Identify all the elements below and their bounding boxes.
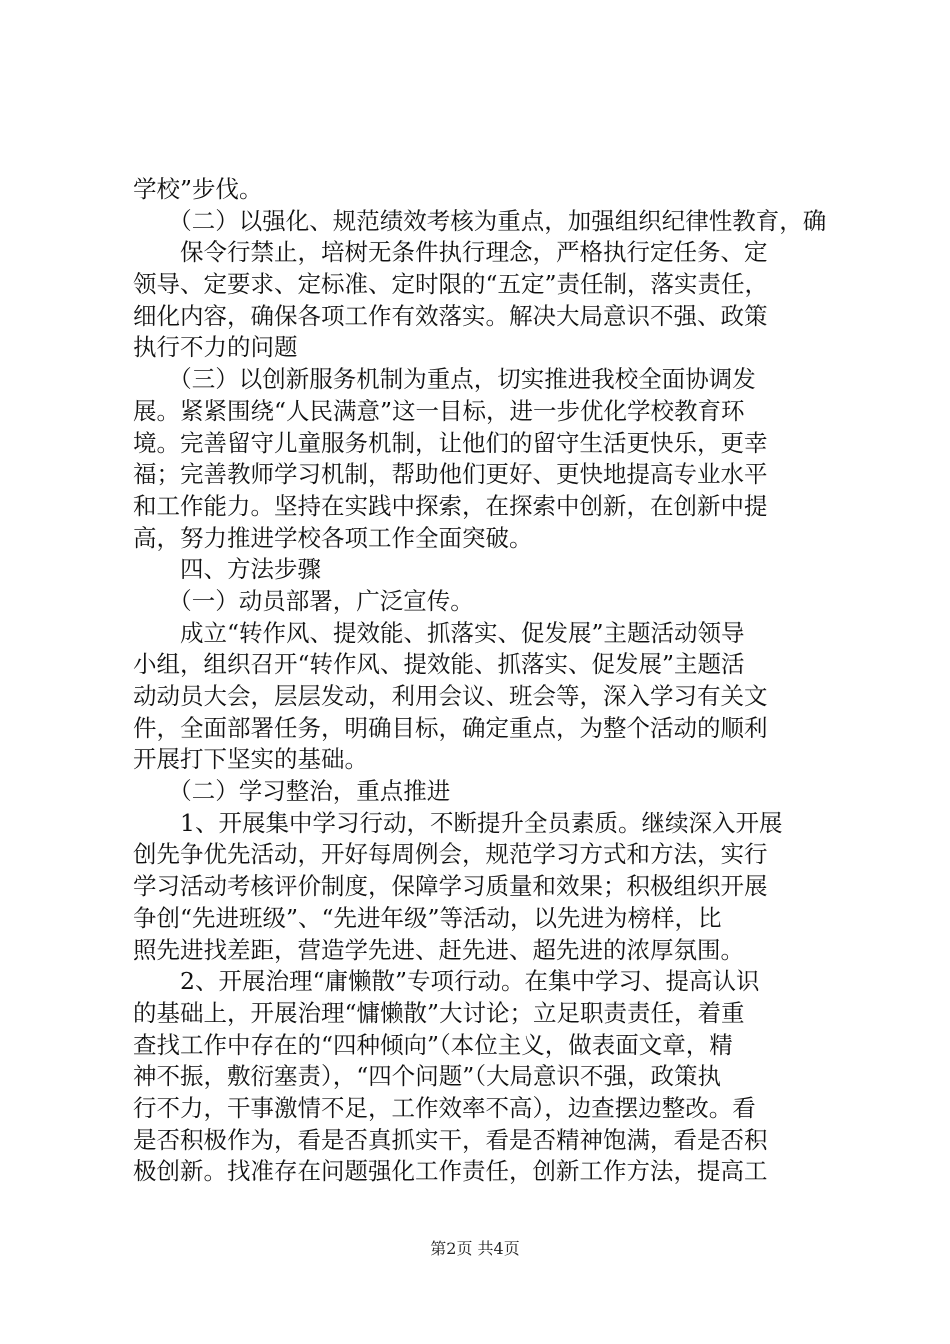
- subsection-heading: （一）动员部署，广泛宣传。: [133, 586, 474, 615]
- text-line: 的基础上，开展治理“慵懒散”大讨论；立足职责责任，着重: [133, 998, 745, 1027]
- text-line: 动动员大会，层层发动，利用会议、班会等，深入学习有关文: [133, 682, 768, 710]
- document-body: [133, 174, 833, 1188]
- text-line: 小组，组织召开“转作风、提效能、抓落实、促发展”主题活: [133, 650, 745, 679]
- text-line: 执行不力的问题: [133, 333, 298, 362]
- text-line: 1、开展集中学习行动，不断提升全员素质。继续深入开展: [133, 808, 783, 837]
- text-line: 和工作能力。坚持在实践中探索，在探索中创新，在创新中提: [133, 491, 768, 520]
- text-line: 展。紧紧围绕“人民满意”这一目标，进一步优化学校教育环: [133, 396, 745, 425]
- subsection-heading: （二）学习整治，重点推进: [133, 777, 451, 806]
- text-line: （三）以创新服务机制为重点，切实推进我校全面协调发: [133, 365, 756, 394]
- text-line: 创先争优先活动，开好每周例会，规范学习方式和方法，实行: [133, 840, 768, 869]
- text-line: 开展打下坚实的基础。: [133, 745, 368, 774]
- text-line: 境。完善留守儿童服务机制，让他们的留守生活更快乐，更幸: [133, 428, 768, 457]
- page-footer: [0, 1239, 950, 1259]
- text-line: 查找工作中存在的“四种倾向”（本位主义，做表面文章，精: [133, 1030, 733, 1059]
- text-line: 学校”步伐。: [133, 175, 263, 203]
- page-number-label: 第2页 共4页: [430, 1239, 520, 1258]
- text-line: 极创新。找准存在问题强化工作责任，创新工作方法，提高工: [133, 1157, 768, 1186]
- text-line: 神不振，敷衍塞责），“四个问题”（大局意识不强，政策执: [133, 1062, 722, 1091]
- text-line: 行不力，干事激情不足，工作效率不高），边查摆边整改。看: [133, 1093, 756, 1122]
- text-line: （二）以强化、规范绩效考核为重点，加强组织纪律性教育，确: [133, 206, 827, 235]
- text-line: 福；完善教师学习机制，帮助他们更好、更快地提高专业水平: [133, 460, 768, 489]
- text-line: 高，努力推进学校各项工作全面突破。: [133, 523, 533, 552]
- text-line: 成立“转作风、提效能、抓落实、促发展”主题活动领导: [133, 618, 745, 647]
- text-line: 争创“先进班级”、“先进年级”等活动，以先进为榜样，比: [133, 903, 722, 932]
- text-line: 是否积极作为，看是否真抓实干，看是否精神饱满，看是否积: [133, 1125, 768, 1154]
- text-line: 件，全面部署任务，明确目标，确定重点，为整个活动的顺利: [133, 713, 768, 742]
- text-line: 保令行禁止，培树无条件执行理念，严格执行定任务、定: [133, 238, 768, 267]
- text-line: 细化内容，确保各项工作有效落实。解决大局意识不强、政策: [133, 301, 768, 330]
- text-line: 2、开展治理“庸懒散”专项行动。在集中学习、提高认识: [133, 967, 760, 996]
- text-line: 学习活动考核评价制度，保障学习质量和效果；积极组织开展: [133, 872, 768, 901]
- text-line: 领导、定要求、定标准、定时限的“五定”责任制，落实责任，: [133, 270, 769, 299]
- text-line: 照先进找差距，营造学先进、赶先进、超先进的浓厚氛围。: [133, 935, 744, 964]
- section-heading: 四、方法步骤: [133, 555, 321, 584]
